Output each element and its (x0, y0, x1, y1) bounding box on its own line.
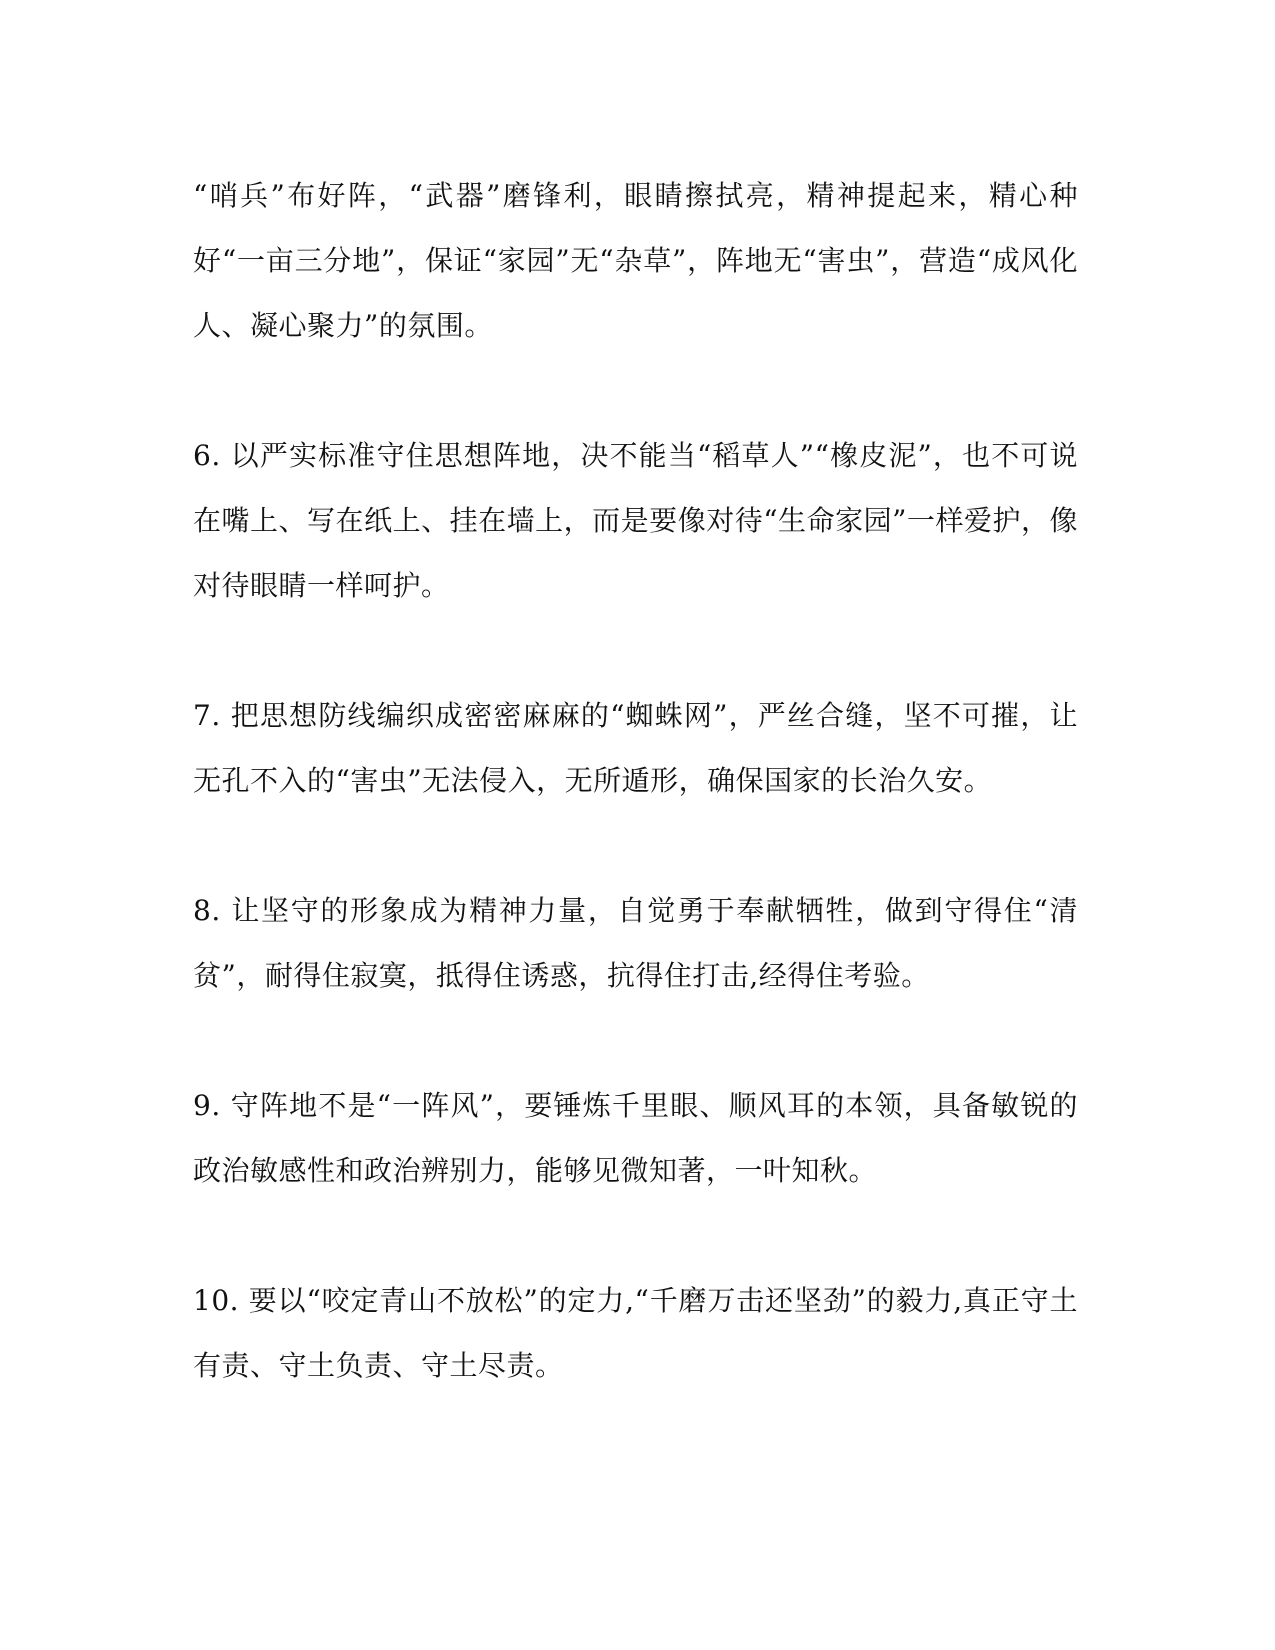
paragraph-continuation: “哨兵”布好阵，“武器”磨锋利，眼睛擦拭亮，精神提起来，精心种好“一亩三分地”，保证“家园”无“杂草”，阵地无“害虫”，营造“成风化人、凝心聚力”的氛围。 (193, 179, 1078, 342)
paragraph-item-6: 6. 以严实标准守住思想阵地，决不能当“稻草人”“橡皮泥”，也不可说在嘴上、写在纸上、挂在墙上，而是要像对待“生命家园”一样爱护，像对待眼睛一样呵护。 (193, 439, 1078, 602)
paragraph-item-9: 9. 守阵地不是“一阵风”，要锤炼千里眼、顺风耳的本领，具备敏锐的政治敏感性和政治辨别力，能够见微知著，一叶知秋。 (193, 1089, 1078, 1187)
paragraph-item-8: 8. 让坚守的形象成为精神力量，自觉勇于奉献牺牲，做到守得住“清贫”，耐得住寂寞，抵得住诱惑，抗得住打击,经得住考验。 (193, 894, 1078, 992)
paragraph-item-7: 7. 把思想防线编织成密密麻麻的“蜘蛛网”，严丝合缝，坚不可摧，让无孔不入的“害虫”无法侵入，无所遁形，确保国家的长治久安。 (193, 699, 1078, 797)
paragraph-item-10: 10. 要以“咬定青山不放松”的定力,“千磨万击还坚劲”的毅力,真正守土有责、守土负责、守土尽责。 (193, 1284, 1078, 1382)
document-body (193, 163, 1078, 1398)
